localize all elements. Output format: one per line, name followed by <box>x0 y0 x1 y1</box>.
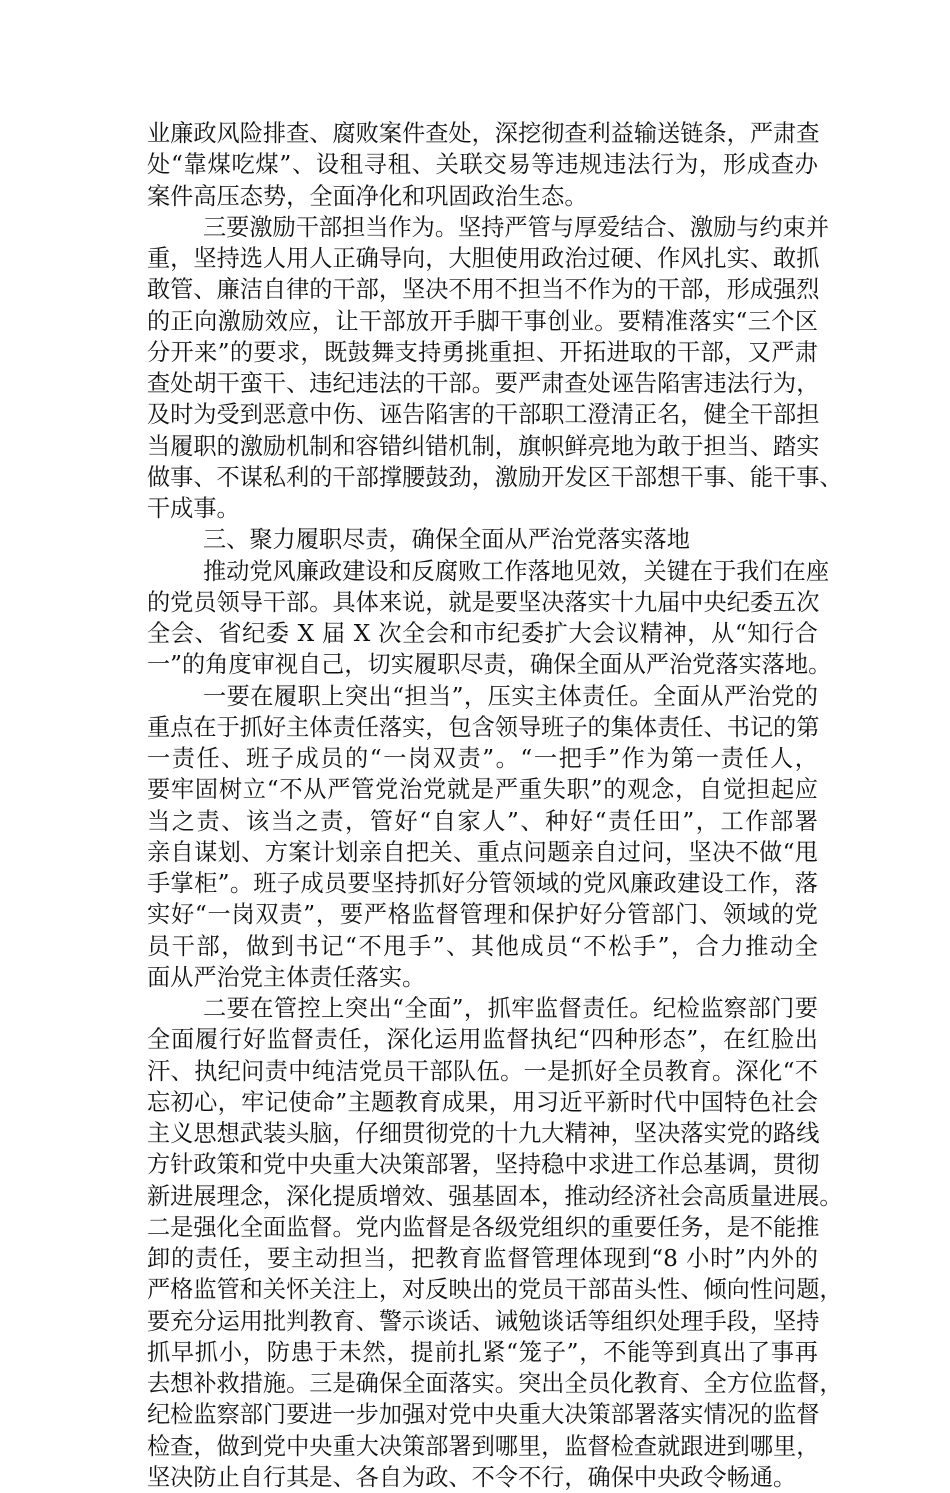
text-line: 及时为受到恶意中伤、诬告陷害的干部职工澄清正名，健全干部担 <box>147 401 820 429</box>
text-line: 严格监管和关怀关注上，对反映出的党员干部苗头性、倾向性问题， <box>147 1276 843 1304</box>
text-line: 重，坚持选人用人正确导向，大胆使用政治过硬、作风扎实、敢抓 <box>147 245 820 272</box>
text-line: 当履职的激励机制和容错纠错机制，旗帜鲜亮地为敢于担当、踏实 <box>147 432 820 460</box>
text-line: 全面履行好监督责任，深化运用监督执纪“四种形态”，在红脸出 <box>147 1026 818 1054</box>
text-line: 员干部，做到书记“不甩手”、其他成员“不松手”，合力推动全 <box>147 932 818 960</box>
text-line: 全会、省纪委 X 届 X 次全会和市纪委扩大会议精神，从“知行合 <box>147 620 818 647</box>
text-line: 坚决防止自行其是、各自为政、不令不行，确保中央政令畅通。 <box>147 1463 797 1491</box>
text-line: 二要在管控上突出“全面”，抓牢监督责任。纪检监察部门要 <box>203 995 818 1022</box>
text-line: 亲自谋划、方案计划亲自把关、重点问题亲自过问，坚决不做“甩 <box>147 838 818 866</box>
text-line: 卸的责任，要主动担当，把教育监督管理体现到“8 小时”内外的 <box>147 1245 818 1272</box>
text-line: 实好“一岗双责”，要严格监督管理和保护好分管部门、领域的党 <box>147 901 818 929</box>
text-line: 要充分运用批判教育、警示谈话、诫勉谈话等组织处理手段，坚持 <box>147 1307 820 1335</box>
text-line: 检查，做到党中央重大决策部署到哪里，监督检查就跟进到哪里， <box>147 1432 820 1460</box>
text-line: 处“靠煤吃煤”、设租寻租、关联交易等违规违法行为，形成查办 <box>147 151 818 179</box>
text-line: 重点在于抓好主体责任落实，包含领导班子的集体责任、书记的第 <box>147 713 820 741</box>
text-line: 查处胡干蛮干、违纪违法的干部。要严肃查处诬告陷害违法行为， <box>147 370 820 397</box>
text-line: 一责任、班子成员的“一岗双责”。“一把手”作为第一责任人， <box>147 745 818 772</box>
text-line: 业廉政风险排查、腐败案件查处，深挖彻查利益输送链条，严肃查 <box>147 120 820 147</box>
text-line: 面从严治党主体责任落实。 <box>147 963 426 991</box>
text-line: 三要激励干部担当作为。坚持严管与厚爱结合、激励与约束并 <box>203 213 830 241</box>
text-line: 分开来”的要求，既鼓舞支持勇挑重担、开拓进取的干部，又严肃 <box>147 338 818 366</box>
text-line: 敢管、廉洁自律的干部，坚决不用不担当不作为的干部，形成强烈 <box>147 276 820 304</box>
text-line: 忘初心，牢记使命”主题教育成果，用习近平新时代中国特色社会 <box>147 1088 818 1116</box>
text-line: 一”的角度审视自己，切实履职尽责，确保全面从严治党落实落地。 <box>147 651 832 679</box>
text-line: 去想补救措施。三是确保全面落实。突出全员化教育、全方位监督， <box>147 1370 843 1397</box>
text-line: 方针政策和党中央重大决策部署，坚持稳中求进工作总基调，贯彻 <box>147 1151 820 1179</box>
text-line: 抓早抓小，防患于未然，提前扎紧“笼子”，不能等到真出了事再 <box>147 1338 818 1366</box>
text-line: 新进展理念，深化提质增效、强基固本，推动经济社会高质量进展。 <box>147 1182 843 1210</box>
text-line: 纪检监察部门要进一步加强对党中央重大决策部署落实情况的监督 <box>147 1401 820 1429</box>
text-line: 一要在履职上突出“担当”，压实主体责任。全面从严治党的 <box>203 682 818 710</box>
text-line: 汗、执纪问责中纯洁党员干部队伍。一是抓好全员教育。深化“不 <box>147 1057 818 1085</box>
document-page <box>147 118 843 1493</box>
text-line: 推动党风廉政建设和反腐败工作落地见效，关键在于我们在座 <box>203 557 830 585</box>
text-line: 主义思想武装头脑，仔细贯彻党的十九大精神，坚决落实党的路线 <box>147 1120 820 1147</box>
text-line: 干成事。 <box>147 495 240 522</box>
text-line: 案件高压态势，全面净化和巩固政治生态。 <box>147 182 588 210</box>
text-line: 的党员领导干部。具体来说，就是要坚决落实十九届中央纪委五次 <box>147 588 820 616</box>
text-line: 手掌柜”。班子成员要坚持抓好分管领域的党风廉政建设工作，落 <box>147 870 818 897</box>
text-line: 做事、不谋私利的干部撑腰鼓劲，激励开发区干部想干事、能干事、 <box>147 463 843 491</box>
text-line: 二是强化全面监督。党内监督是各级党组织的重要任务，是不能推 <box>147 1213 820 1241</box>
text-line: 要牢固树立“不从严管党治党就是严重失职”的观念，自觉担起应 <box>147 776 818 804</box>
text-line: 的正向激励效应，让干部放开手脚干事创业。要精准落实“三个区 <box>147 307 818 335</box>
text-line: 当之责、该当之责，管好“自家人”、种好“责任田”，工作部署 <box>147 807 818 835</box>
text-line: 三、聚力履职尽责，确保全面从严治党落实落地 <box>203 526 690 554</box>
